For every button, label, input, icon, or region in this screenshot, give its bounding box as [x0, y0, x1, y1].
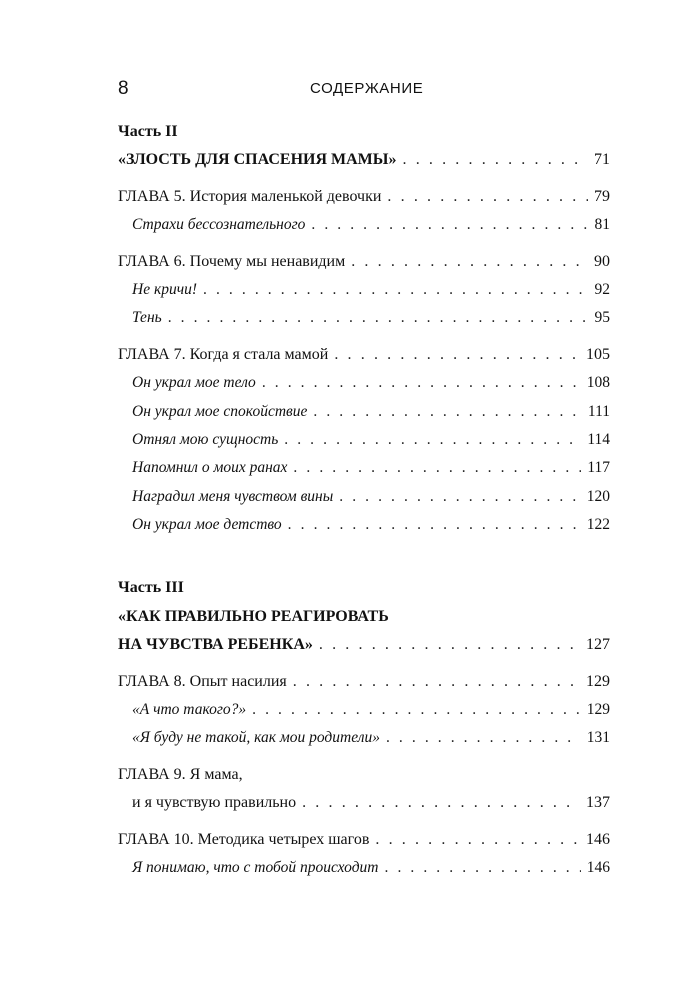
part-title: НА ЧУВСТВА РЕБЕНКА» [118, 636, 313, 654]
dot-leader [339, 483, 581, 511]
page-ref: 117 [587, 459, 610, 477]
page-ref: 146 [586, 830, 610, 848]
chapter-title: ГЛАВА 5. История маленькой девочки [118, 187, 382, 205]
toc-entry-section[interactable] [118, 211, 610, 239]
dot-leader [168, 304, 589, 332]
part-title-line [118, 603, 610, 631]
section-title: «А что такого?» [132, 701, 247, 719]
dot-leader [351, 248, 588, 276]
dot-leader [311, 211, 588, 239]
toc-entry-part-title[interactable] [118, 146, 610, 174]
page-ref: 127 [586, 636, 610, 654]
toc-entry-chapter[interactable] [118, 183, 610, 211]
part-title: «КАК ПРАВИЛЬНО РЕАГИРОВАТЬ [118, 607, 389, 625]
page-header [118, 78, 581, 104]
dot-leader [313, 398, 582, 426]
chapter-title: ГЛАВА 7. Когда я стала мамой [118, 345, 329, 363]
section-title: Он украл мое тело [132, 374, 256, 392]
part-label [118, 574, 610, 602]
part-label-text: Часть II [118, 123, 178, 140]
section-title: Напомнил о моих ранах [132, 459, 288, 477]
page-ref: 95 [594, 309, 610, 327]
page-ref: 105 [586, 345, 610, 363]
dot-leader [319, 631, 580, 659]
toc-entry-section[interactable] [118, 398, 610, 426]
dot-leader [203, 276, 588, 304]
page-ref: 131 [586, 729, 610, 747]
section-title: Отнял мою сущность [132, 430, 279, 448]
page-number: 8 [118, 78, 129, 99]
part-label [118, 118, 610, 146]
chapter-title: ГЛАВА 10. Методика четырех шагов [118, 830, 370, 848]
page-ref: 114 [587, 430, 610, 448]
page-ref: 81 [594, 216, 610, 234]
page-ref: 92 [594, 280, 610, 298]
dot-leader [334, 341, 580, 369]
dot-leader [403, 146, 589, 174]
page-ref: 90 [594, 252, 610, 270]
section-title: Не кричи! [132, 280, 198, 298]
toc-entry-section[interactable] [118, 724, 610, 752]
toc-entry-chapter[interactable] [118, 789, 610, 817]
section-title: Тень [132, 309, 162, 327]
toc-entry-section[interactable] [118, 454, 610, 482]
dot-leader [375, 826, 580, 854]
page-ref: 137 [586, 794, 610, 812]
toc-entry-section[interactable] [118, 696, 610, 724]
toc-entry-chapter[interactable] [118, 826, 610, 854]
section-title: Он украл мое спокойствие [132, 402, 308, 420]
page-ref: 129 [586, 701, 610, 719]
dot-leader [293, 454, 581, 482]
chapter-title: ГЛАВА 8. Опыт насилия [118, 672, 287, 690]
dot-leader [284, 426, 581, 454]
dot-leader [293, 668, 580, 696]
part-title: «ЗЛОСТЬ ДЛЯ СПАСЕНИЯ МАМЫ» [118, 151, 397, 169]
toc-entry-section[interactable] [118, 369, 610, 397]
toc-entry-part-title[interactable] [118, 631, 610, 659]
dot-leader [252, 696, 581, 724]
page-ref: 129 [586, 672, 610, 690]
toc-entry-section[interactable] [118, 483, 610, 511]
toc-entry-chapter[interactable] [118, 668, 610, 696]
page-ref: 71 [594, 151, 610, 169]
toc-entry-section[interactable] [118, 304, 610, 332]
section-title: Я понимаю, что с тобой происходит [132, 858, 379, 876]
section-title: Наградил меня чувством вины [132, 487, 334, 505]
dot-leader [386, 724, 581, 752]
page-ref: 108 [586, 374, 610, 392]
dot-leader [288, 511, 581, 539]
page-ref: 146 [586, 858, 610, 876]
chapter-title: ГЛАВА 6. Почему мы ненавидим [118, 252, 346, 270]
section-title: Он украл мое детство [132, 516, 282, 534]
chapter-title: и я чувствую правильно [132, 794, 297, 812]
chapter-title: ГЛАВА 9. Я мама, [118, 765, 243, 783]
dot-leader [385, 854, 581, 882]
page-ref: 122 [586, 516, 610, 534]
toc-entry-section[interactable] [118, 276, 610, 304]
table-of-contents [118, 118, 610, 882]
part-label-text: Часть III [118, 579, 184, 597]
dot-leader [262, 369, 581, 397]
toc-entry-chapter[interactable] [118, 248, 610, 276]
toc-entry-section[interactable] [118, 854, 610, 882]
toc-entry-chapter[interactable] [118, 341, 610, 369]
section-title: «Я буду не такой, как мои родители» [132, 729, 380, 747]
page-ref: 111 [587, 402, 610, 420]
toc-entry-section[interactable] [118, 426, 610, 454]
section-title: Страхи бессознательного [132, 216, 306, 234]
dot-leader [302, 789, 580, 817]
chapter-title-line [118, 761, 610, 789]
dot-leader [387, 183, 588, 211]
toc-entry-section[interactable] [118, 511, 610, 539]
page-ref: 79 [594, 187, 610, 205]
running-head: СОДЕРЖАНИЕ [310, 80, 424, 97]
page-ref: 120 [586, 487, 610, 505]
